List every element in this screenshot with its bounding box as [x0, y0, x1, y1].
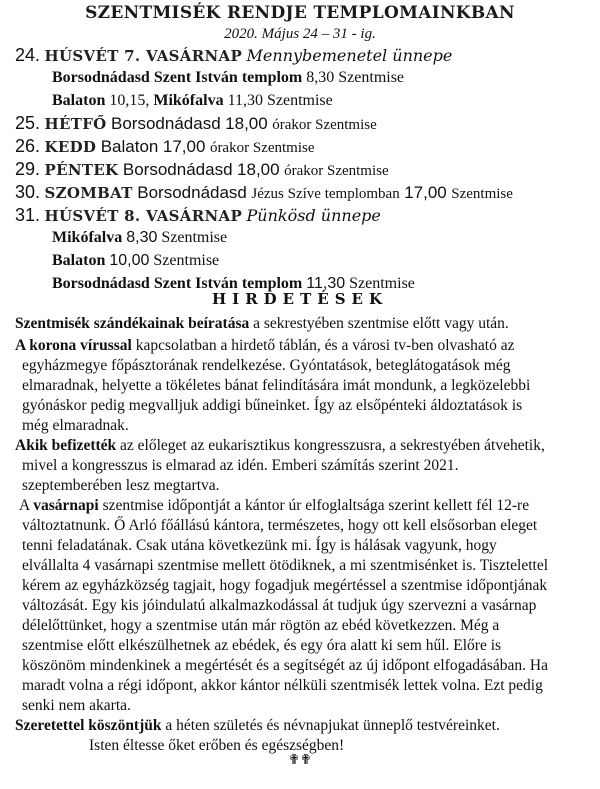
mass-label: Szentmise [153, 252, 220, 269]
day-name: HÚSVÉT 7. VASÁRNAP [44, 47, 243, 65]
day-name: KEDD [44, 138, 97, 156]
announcement-text: köszönöm mindenkinek a megértését és a segítségét az új időpont elfogadásában. Ha [22, 657, 548, 674]
mass-time: 11,30 [227, 92, 263, 109]
announcement-item [15, 436, 545, 496]
announcement-text: a héten születés és névnapjukat ünneplő testvéreinket. [161, 717, 500, 734]
announcement-text: a sekrestyében szentmise előtt vagy után. [249, 315, 509, 332]
schedule-day-31 [15, 206, 381, 224]
mass-time: 18,00 [237, 160, 280, 179]
schedule-day-29 [15, 160, 389, 179]
mass-label: Szentmise [338, 69, 405, 86]
announcement-text: kapcsolatban a hirdető táblán, és a városi tv-ben olvasható az [131, 337, 515, 354]
mass-time: 18,00 [225, 114, 268, 133]
schedule-day-25 [15, 114, 377, 133]
announcement-text: az előleget az eukarisztikus kongresszusra, a sekrestyében átvehetik, [116, 437, 545, 454]
mass-time: 8,30 [306, 69, 335, 86]
day-number: 25. [15, 113, 41, 133]
mass-time: 10,15, [109, 92, 150, 109]
announcement-text: tenni feladatának. Csak utána következünk mi. Így is hálásak vagyunk, hogy [22, 537, 497, 554]
announcement-item [15, 716, 500, 756]
day-number: 30. [15, 182, 41, 202]
announcement-text: senki nem akarta. [22, 697, 131, 714]
announcement-text: mivel a kongresszus is elmarad az idén. Emberi számítás szerint 2021. [22, 457, 459, 474]
announcement-text: délelőttünket, hogy a szentmise után már rögtön az ebéd következzen. Még a [22, 617, 500, 634]
mass-place: Borsodnádasd [137, 183, 247, 202]
day-name: PÉNTEK [44, 161, 119, 179]
mass-label: Szentmise [266, 92, 333, 109]
cross-ornament-icon: ✟✟ [288, 752, 312, 768]
mass-label: órakor Szentmise [272, 117, 377, 133]
mass-detail: Jézus Szíve templomban [251, 186, 400, 202]
announcement-text: elvállalta 4 vasárnapi szentmise mellett ötödiknek, a mi szentmisénket is. Tisztelettel [22, 557, 549, 574]
announcement-text: A [19, 497, 34, 514]
page-subtitle: 2020. Május 24 – 31 - ig. [224, 26, 376, 42]
announcement-item [15, 314, 509, 334]
mass-place: Borsodnádasd [111, 114, 221, 133]
announcement-item [15, 336, 530, 436]
day-name: SZOMBAT [44, 184, 133, 202]
mass-place: Mikófalva [52, 229, 123, 246]
day-name: HÚSVÉT 8. VASÁRNAP [44, 207, 243, 225]
announcement-bold: A korona vírussal [15, 337, 132, 354]
announcement-text: szeptemberében lesz megtartva. [22, 477, 220, 494]
announcement-text: változtatnunk. Ő Arló főállású kántora, természetes, hogy ott kell elsősorban eleget [22, 517, 538, 534]
mass-label: órakor Szentmise [209, 140, 315, 156]
announcement-bold: Szentmisék szándékainak beíratása [15, 315, 250, 332]
announcement-bold: Akik befizették [15, 437, 117, 454]
announcement-text: gyónáskor pedig megvalljuk addigi bűneinket. Így az elsőpénteki áldoztatások is [22, 397, 523, 414]
mass-entry [52, 93, 333, 109]
mass-time: 8,30 [126, 229, 158, 246]
mass-entry [52, 230, 227, 246]
mass-label: Szentmise [451, 186, 513, 202]
announcement-bold: vasárnapi [33, 497, 99, 514]
schedule-day-30 [15, 183, 513, 202]
announcement-text: még elmaradnak. [22, 417, 129, 434]
feast-name: Pünkösd ünnepe [246, 206, 381, 225]
day-number: 26. [15, 136, 41, 156]
mass-label: Szentmise [161, 229, 228, 246]
day-number: 24. [15, 45, 41, 65]
announcement-text: maradt volna a régi időpont, akkor kántor nélküli szentmisék lettek volna. Ezt pedig [22, 677, 543, 694]
announcement-text: Isten éltesse őket erőben és egészségben! [89, 737, 345, 754]
mass-time: 10,00 [109, 252, 150, 269]
mass-place: Mikófalva [153, 92, 224, 109]
mass-place: Balaton [52, 252, 106, 269]
mass-entry [52, 253, 219, 269]
announcement-text: szentmise előtt elkészülhetnek az ebédek, és egy óra alatt ki sem hűl. Előre is [22, 637, 502, 654]
mass-place: Borsodnádasd Szent István templom [52, 275, 303, 292]
day-name: HÉTFŐ [44, 115, 107, 133]
announcement-text: egyházmegye főpásztorának rendelkezése. Gyóntatások, beteglátogatások még [22, 357, 511, 374]
announcements-heading: HIRDETÉSEK [212, 290, 388, 308]
mass-time: 17,00 [404, 183, 447, 202]
day-number: 29. [15, 159, 41, 179]
mass-time: 17,00 [162, 137, 206, 156]
schedule-day-26 [15, 137, 315, 156]
mass-place: Balaton [52, 92, 106, 109]
mass-place: Borsodnádasd [122, 160, 233, 179]
mass-place: Balaton [100, 137, 159, 156]
mass-label: órakor Szentmise [284, 163, 389, 179]
announcement-text: szentmise időpontját a kántor úr elfoglaltsága szerint kellett fél 12-re [98, 497, 530, 514]
schedule-day-24 [15, 46, 452, 64]
announcement-text: változását. Egy kis jóindulatú alkalmazkodással át tudjuk úgy szervezni a vasárnap [22, 597, 537, 614]
page-title: SZENTMISÉK RENDJE TEMPLOMAINKBAN [85, 3, 515, 23]
announcement-item [19, 496, 548, 716]
mass-place: Borsodnádasd Szent István templom [52, 69, 303, 86]
mass-label: Szentmise [349, 275, 415, 292]
mass-entry [52, 70, 404, 86]
announcement-text: kérem az egyházközség tagjait, hogy fogadjuk megértéssel a szentmise időpontjának [22, 577, 548, 594]
announcement-bold: Szeretettel köszöntjük [15, 717, 162, 734]
mass-time: 11,30 [306, 275, 346, 292]
feast-name: Mennybemenetel ünnepe [246, 46, 453, 65]
announcement-text: elmaradnak, helyette a tökéletes bánat felindítására imát mondunk, a legközelebbi [22, 377, 531, 394]
day-number: 31. [15, 205, 41, 225]
